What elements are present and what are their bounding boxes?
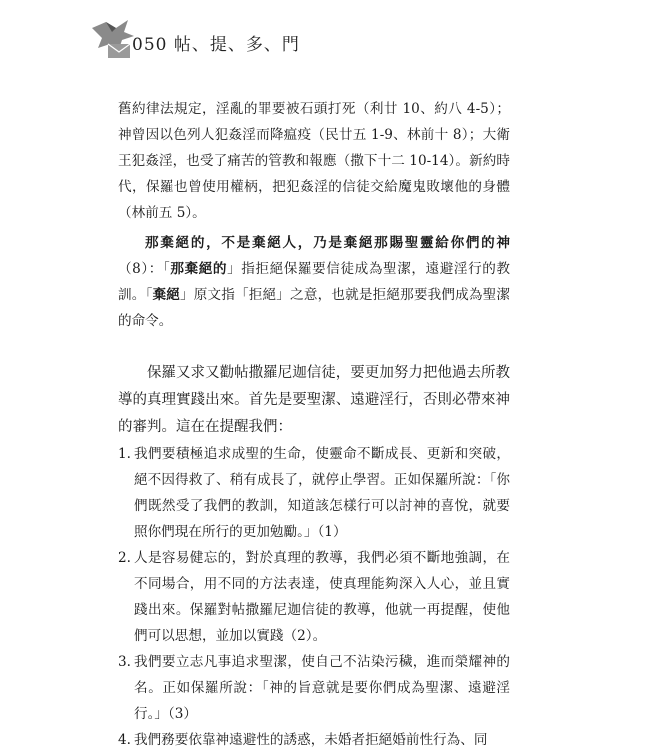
paragraph-law: 舊約律法規定，淫亂的罪要被石頭打死（利廿 10、約八 4-5）；神曾因以色列人犯姦淫而降瘟疫（民廿五 1-9、林前十 8）；大衛王犯姦淫，也受了痛苦的管教和報應（撒下十二 10-14）。新約時代，保羅也曾使用權柄，把犯姦淫的信徒交給魔鬼敗壞他的身體（林前五 5）。: [118, 101, 510, 221]
item-text: 我們要立志凡事追求聖潔，使自己不沾染污穢，進而榮耀神的名。正如保羅所說：「神的旨意就是要你們成為聖潔、遠避淫行。」（3）: [134, 654, 510, 722]
item-text: 我們務要依靠神遠避性的誘惑，未婚者拒絕婚前性行為、同: [134, 732, 488, 748]
text-run: 「: [162, 261, 171, 277]
item-text: 人是容易健忘的，對於真理的教導，我們必須不斷地強調，在不同場合，用不同的方法表達，使真理能夠深入人心，並且實踐出來。保羅對帖撒羅尼迦信徒的教導，他就一再提醒，使他們可以思想，並加以實踐（2）。: [134, 550, 510, 644]
verse-quote: 那棄絕的，不是棄絕人，乃是棄絕那賜聖靈給你們的神: [145, 235, 510, 251]
text-run: 」指拒絕保羅要信徒成為聖潔，遠避淫行的教訓。「: [118, 261, 511, 303]
spacer: [118, 334, 510, 360]
page-body: [118, 96, 510, 753]
item-number: 4.: [118, 732, 131, 748]
page-number: 050: [132, 35, 168, 55]
verse-ref: （8）：: [118, 261, 163, 277]
item-number: 1.: [118, 446, 131, 462]
book-title: 帖、提、多、門: [173, 35, 300, 55]
list-item: [118, 727, 510, 753]
paragraph-rejection: [118, 230, 510, 334]
list-item: [118, 441, 510, 545]
header-title: [132, 30, 300, 55]
list-item: [118, 649, 510, 727]
quoted-term: 棄絕: [152, 287, 180, 303]
item-number: 3.: [118, 654, 131, 670]
quoted-term: 那棄絕的: [170, 261, 228, 277]
running-header: [88, 14, 388, 64]
item-text: 我們要積極追求成聖的生命，使靈命不斷成長、更新和突破，絕不因得救了、稍有成長了，就停止學習。正如保羅所說：「你們既然受了我們的教訓，知道該怎樣行可以討神的喜悅，就要照你們現在所行的更加勉勵。」（1）: [134, 446, 510, 540]
application-intro: 保羅又求又勸帖撒羅尼迦信徒，要更加努力把他過去所教導的真理實踐出來。首先是要聖潔、遠避淫行，否則必帶來神的審判。這在在提醒我們：: [118, 365, 510, 435]
application-list: [118, 441, 510, 753]
text-run: 」原文指「拒絕」之意，也就是拒絕那要我們成為聖潔的命令。: [118, 287, 511, 329]
list-item: [118, 545, 510, 649]
item-number: 2.: [118, 550, 131, 566]
